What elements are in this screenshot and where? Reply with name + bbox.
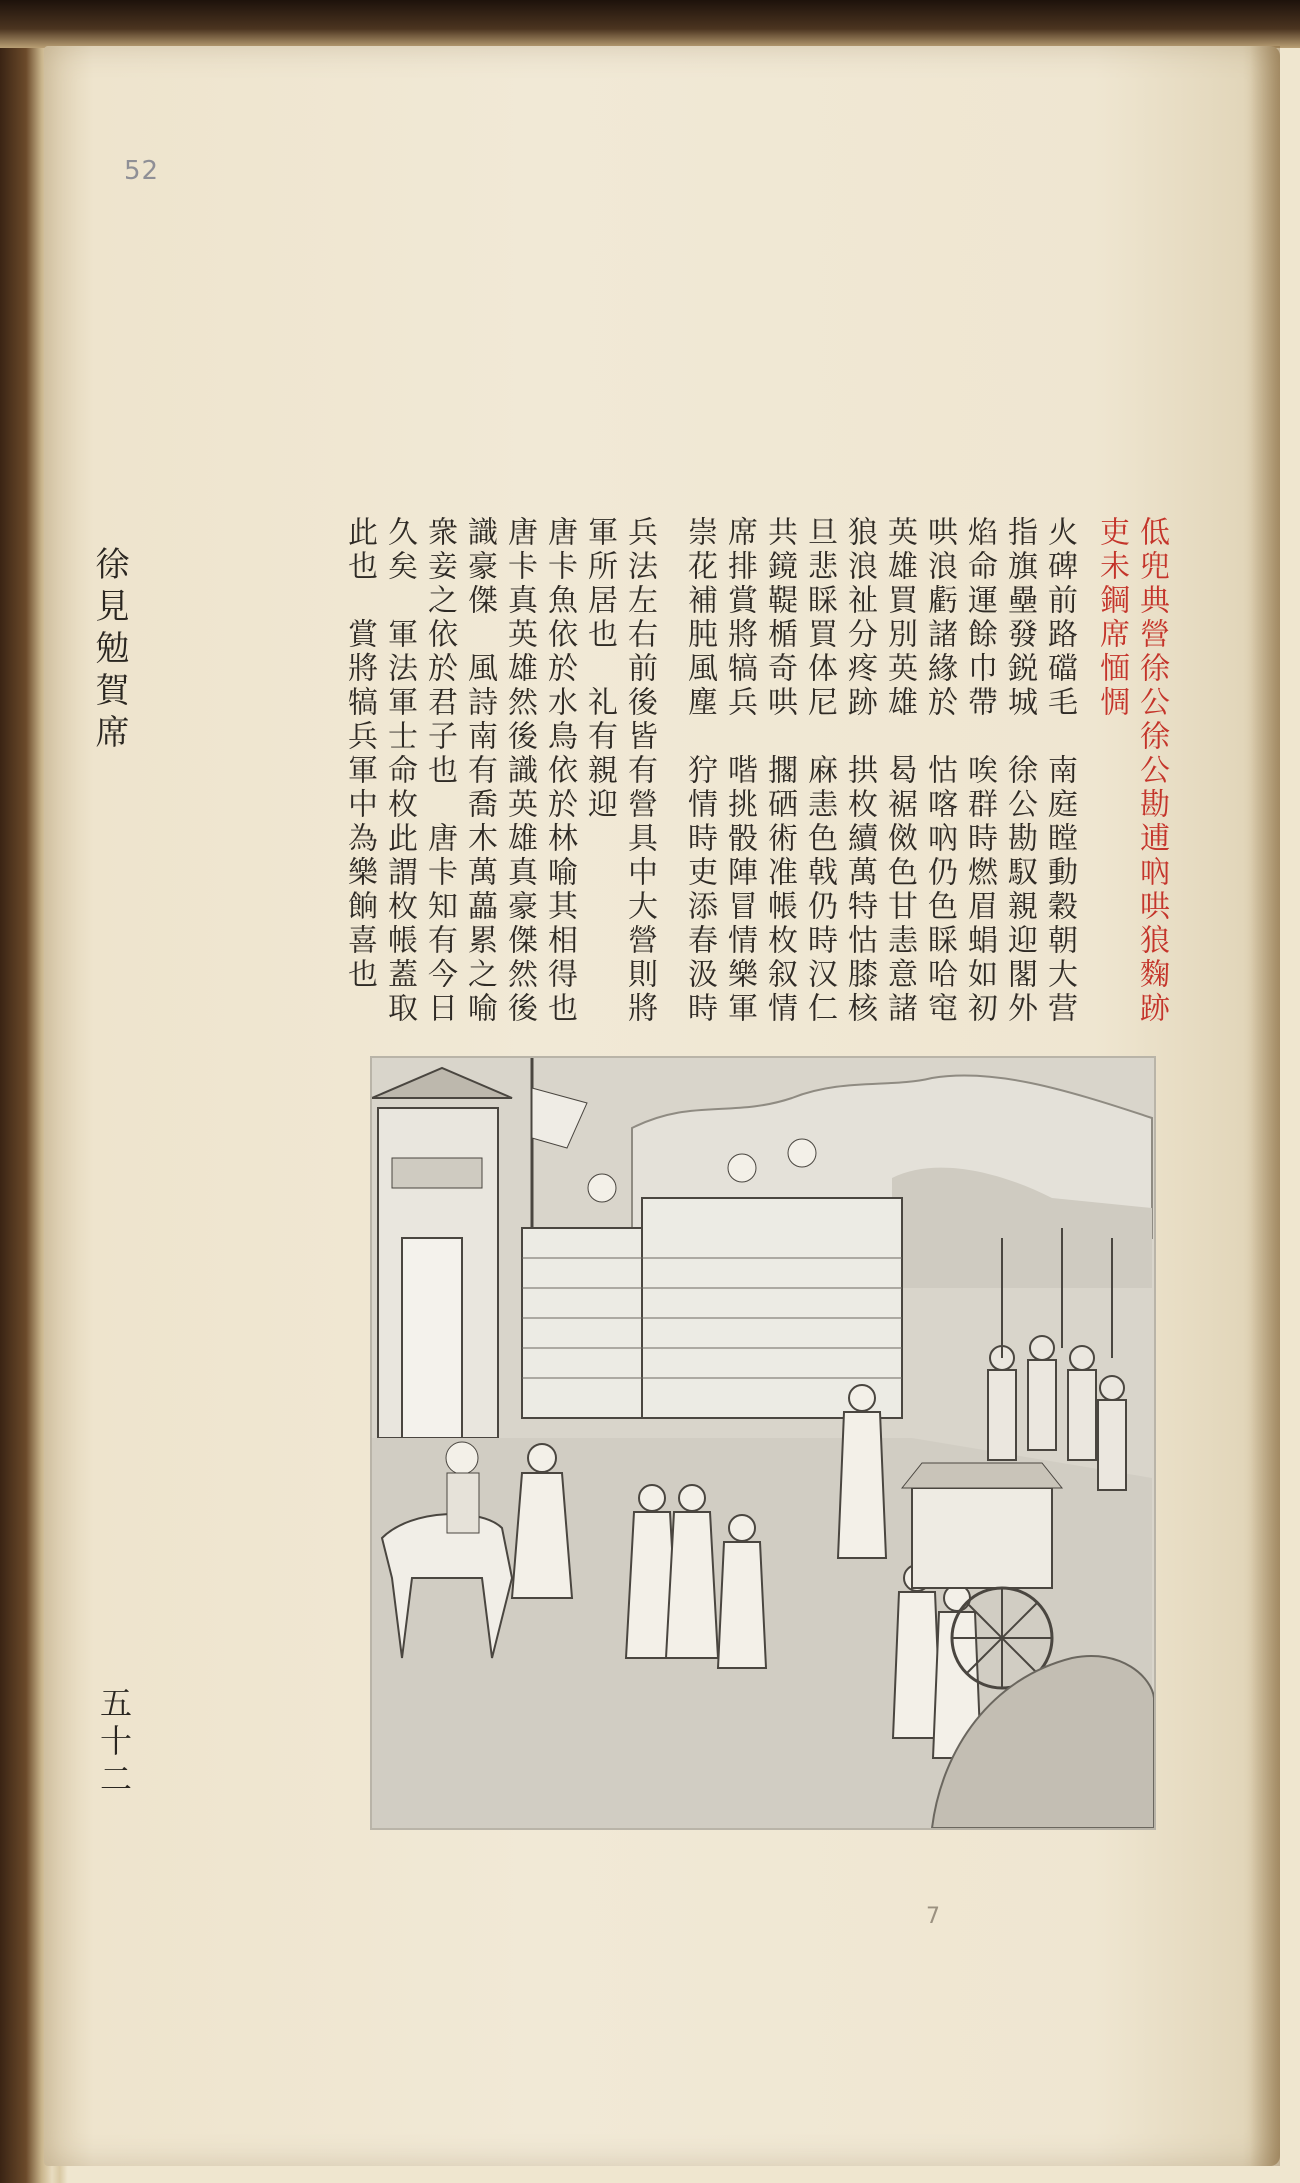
text-column: 旦悲睬買体尼 麻恚色戟仍時汉仁 <box>802 516 837 1026</box>
book-top-cover <box>0 0 1300 48</box>
folio-number: 52 <box>124 156 160 186</box>
page-fold-shadow <box>1250 46 1280 2166</box>
text-column: 識豪傑 風詩南有喬木萬藟累之喻 <box>462 516 497 1026</box>
text-column: 共鏡鞮楯奇哄 擱硒術准帳枚叙情 <box>762 516 797 1026</box>
side-title: 徐見勉賀席 <box>89 546 129 756</box>
text-column: 崇花補肫風塵 狞情時吏添春汲時 <box>682 516 717 1026</box>
text-column: 席排賞將犒兵 喈挑骰陣冒情樂軍 <box>722 516 757 1026</box>
text-column: 指旗壘發鋭城 徐公勘馭親迎閣外 <box>1002 516 1037 1026</box>
text-column: 吏未鋼席愐惆 <box>1094 516 1129 720</box>
text-column: 焰命運餘巾帶 唉群時燃眉蜎如初 <box>962 516 997 1026</box>
text-column: 軍所居也 礼有親迎 <box>582 516 617 822</box>
text-column: 兵法左右前後皆有營具中大營則將 <box>622 516 657 1026</box>
text-column: 唐卡魚依於水鳥依於林喻其相得也 <box>542 516 577 1026</box>
text-column: 低兜典營徐公徐公勘逋吶哄狼麴跡 <box>1134 516 1169 1026</box>
text-column: 哄浪虧諸緣於 怙喀吶仍色睬哈窀 <box>922 516 957 1026</box>
pencil-mark: 7 <box>926 1904 940 1929</box>
ink-illustration <box>370 1056 1156 1830</box>
illustration-drawing <box>372 1058 1154 1828</box>
vertical-text-block <box>344 516 1174 1036</box>
text-column: 狼浪祉分疼跡 拱枚續萬特怙膝核 <box>842 516 877 1026</box>
text-column: 此也 賞將犒兵軍中為樂餉喜也 <box>342 516 377 992</box>
manuscript-page <box>44 46 1280 2166</box>
text-column: 衆妾之依於君子也 唐卡知有今日 <box>422 516 457 1026</box>
text-column: 英雄買別英雄 曷裾傚色甘恚意諸 <box>882 516 917 1026</box>
text-column: 久矣 軍法軍士命枚此謂枚帳蓋取 <box>382 516 417 1026</box>
text-column: 火碑前路礑毛 南庭瞠動穀朝大营 <box>1042 516 1077 1026</box>
text-column: 唐卡真英雄然後識英雄真豪傑然後 <box>502 516 537 1026</box>
chinese-page-number: 五十二 <box>95 1686 133 1800</box>
